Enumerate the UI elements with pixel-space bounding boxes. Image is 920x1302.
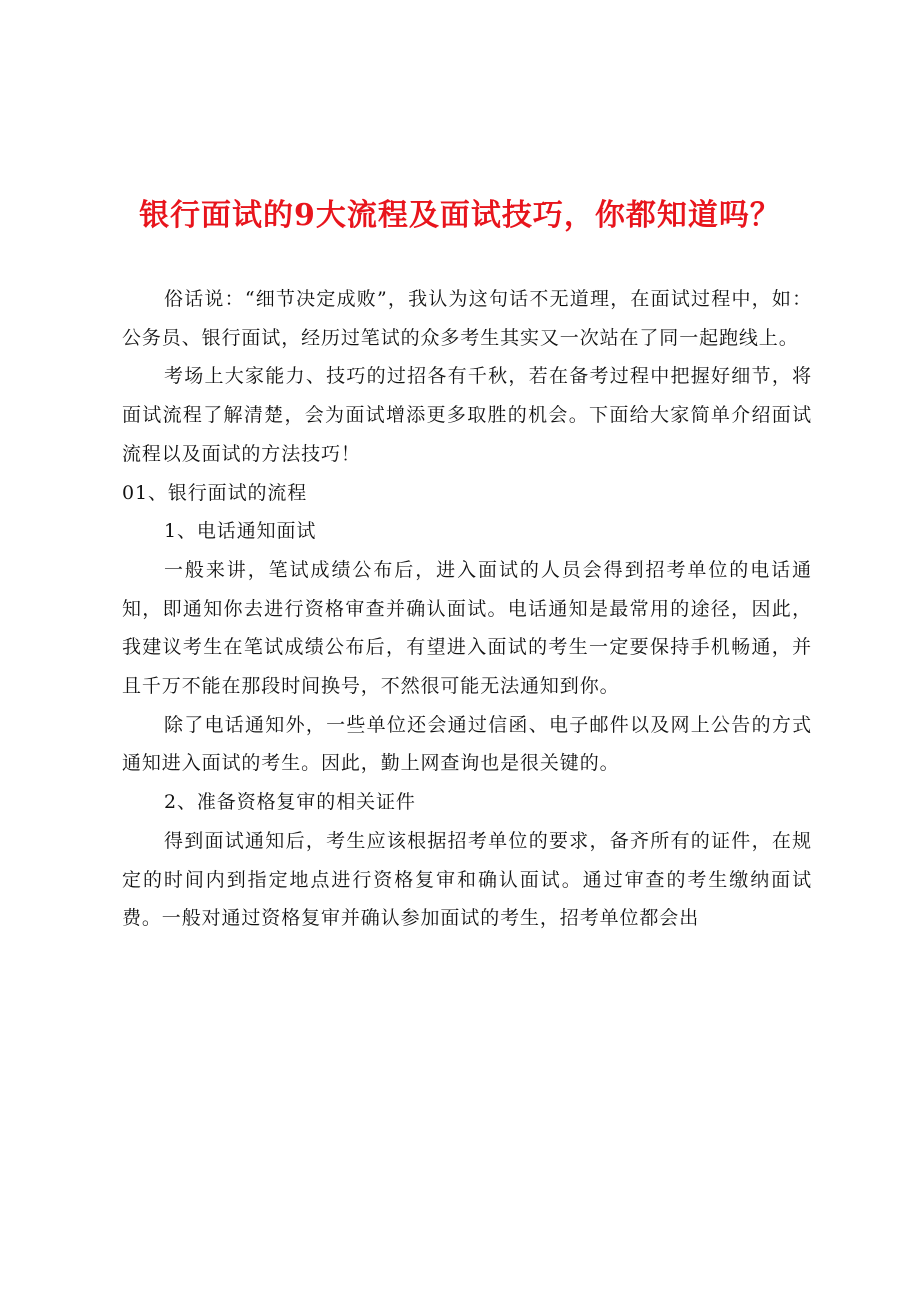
paragraph-phone-notice: 一般来讲，笔试成绩公布后，进入面试的人员会得到招考单位的电话通知，即通知你去进行资格审查并确认面试。电话通知是最常用的途径，因此，我建议考生在笔试成绩公布后，有望进入面试的考生一定要保持手机畅通，并且千万不能在那段时间换号，不然很可能无法通知到你。 [122, 558, 812, 698]
paragraph-intro: 俗话说：“细节决定成败”，我认为这句话不无道理，在面试过程中，如：公务员、银行面试，经历过笔试的众多考生其实又一次站在了同一起跑线上。 [122, 288, 812, 349]
paragraph-documents: 得到面试通知后，考生应该根据招考单位的要求，备齐所有的证件，在规定的时间内到指定地点进行资格复审和确认面试。通过审查的考生缴纳面试费。一般对通过资格复审并确认参加面试的考生，招考单位都会出 [122, 829, 812, 930]
paragraph-other-notice: 除了电话通知外，一些单位还会通过信函、电子邮件以及网上公告的方式通知进入面试的考生。因此，勤上网查询也是很关键的。 [122, 713, 812, 775]
subheading-phone-notice: 1、电话通知面试 [164, 520, 317, 543]
paragraph-preparation: 考场上大家能力、技巧的过招各有千秋，若在备考过程中把握好细节，将面试流程了解清楚，会为面试增添更多取胜的机会。下面给大家简单介绍面试流程以及面试的方法技巧！ [122, 365, 812, 465]
document-body [122, 280, 812, 938]
document-title: 银行面试的9大流程及面试技巧，你都知道吗？ [139, 198, 781, 233]
section-heading-process: 01、银行面试的流程 [122, 481, 308, 504]
subheading-documents: 2、准备资格复审的相关证件 [164, 791, 416, 814]
